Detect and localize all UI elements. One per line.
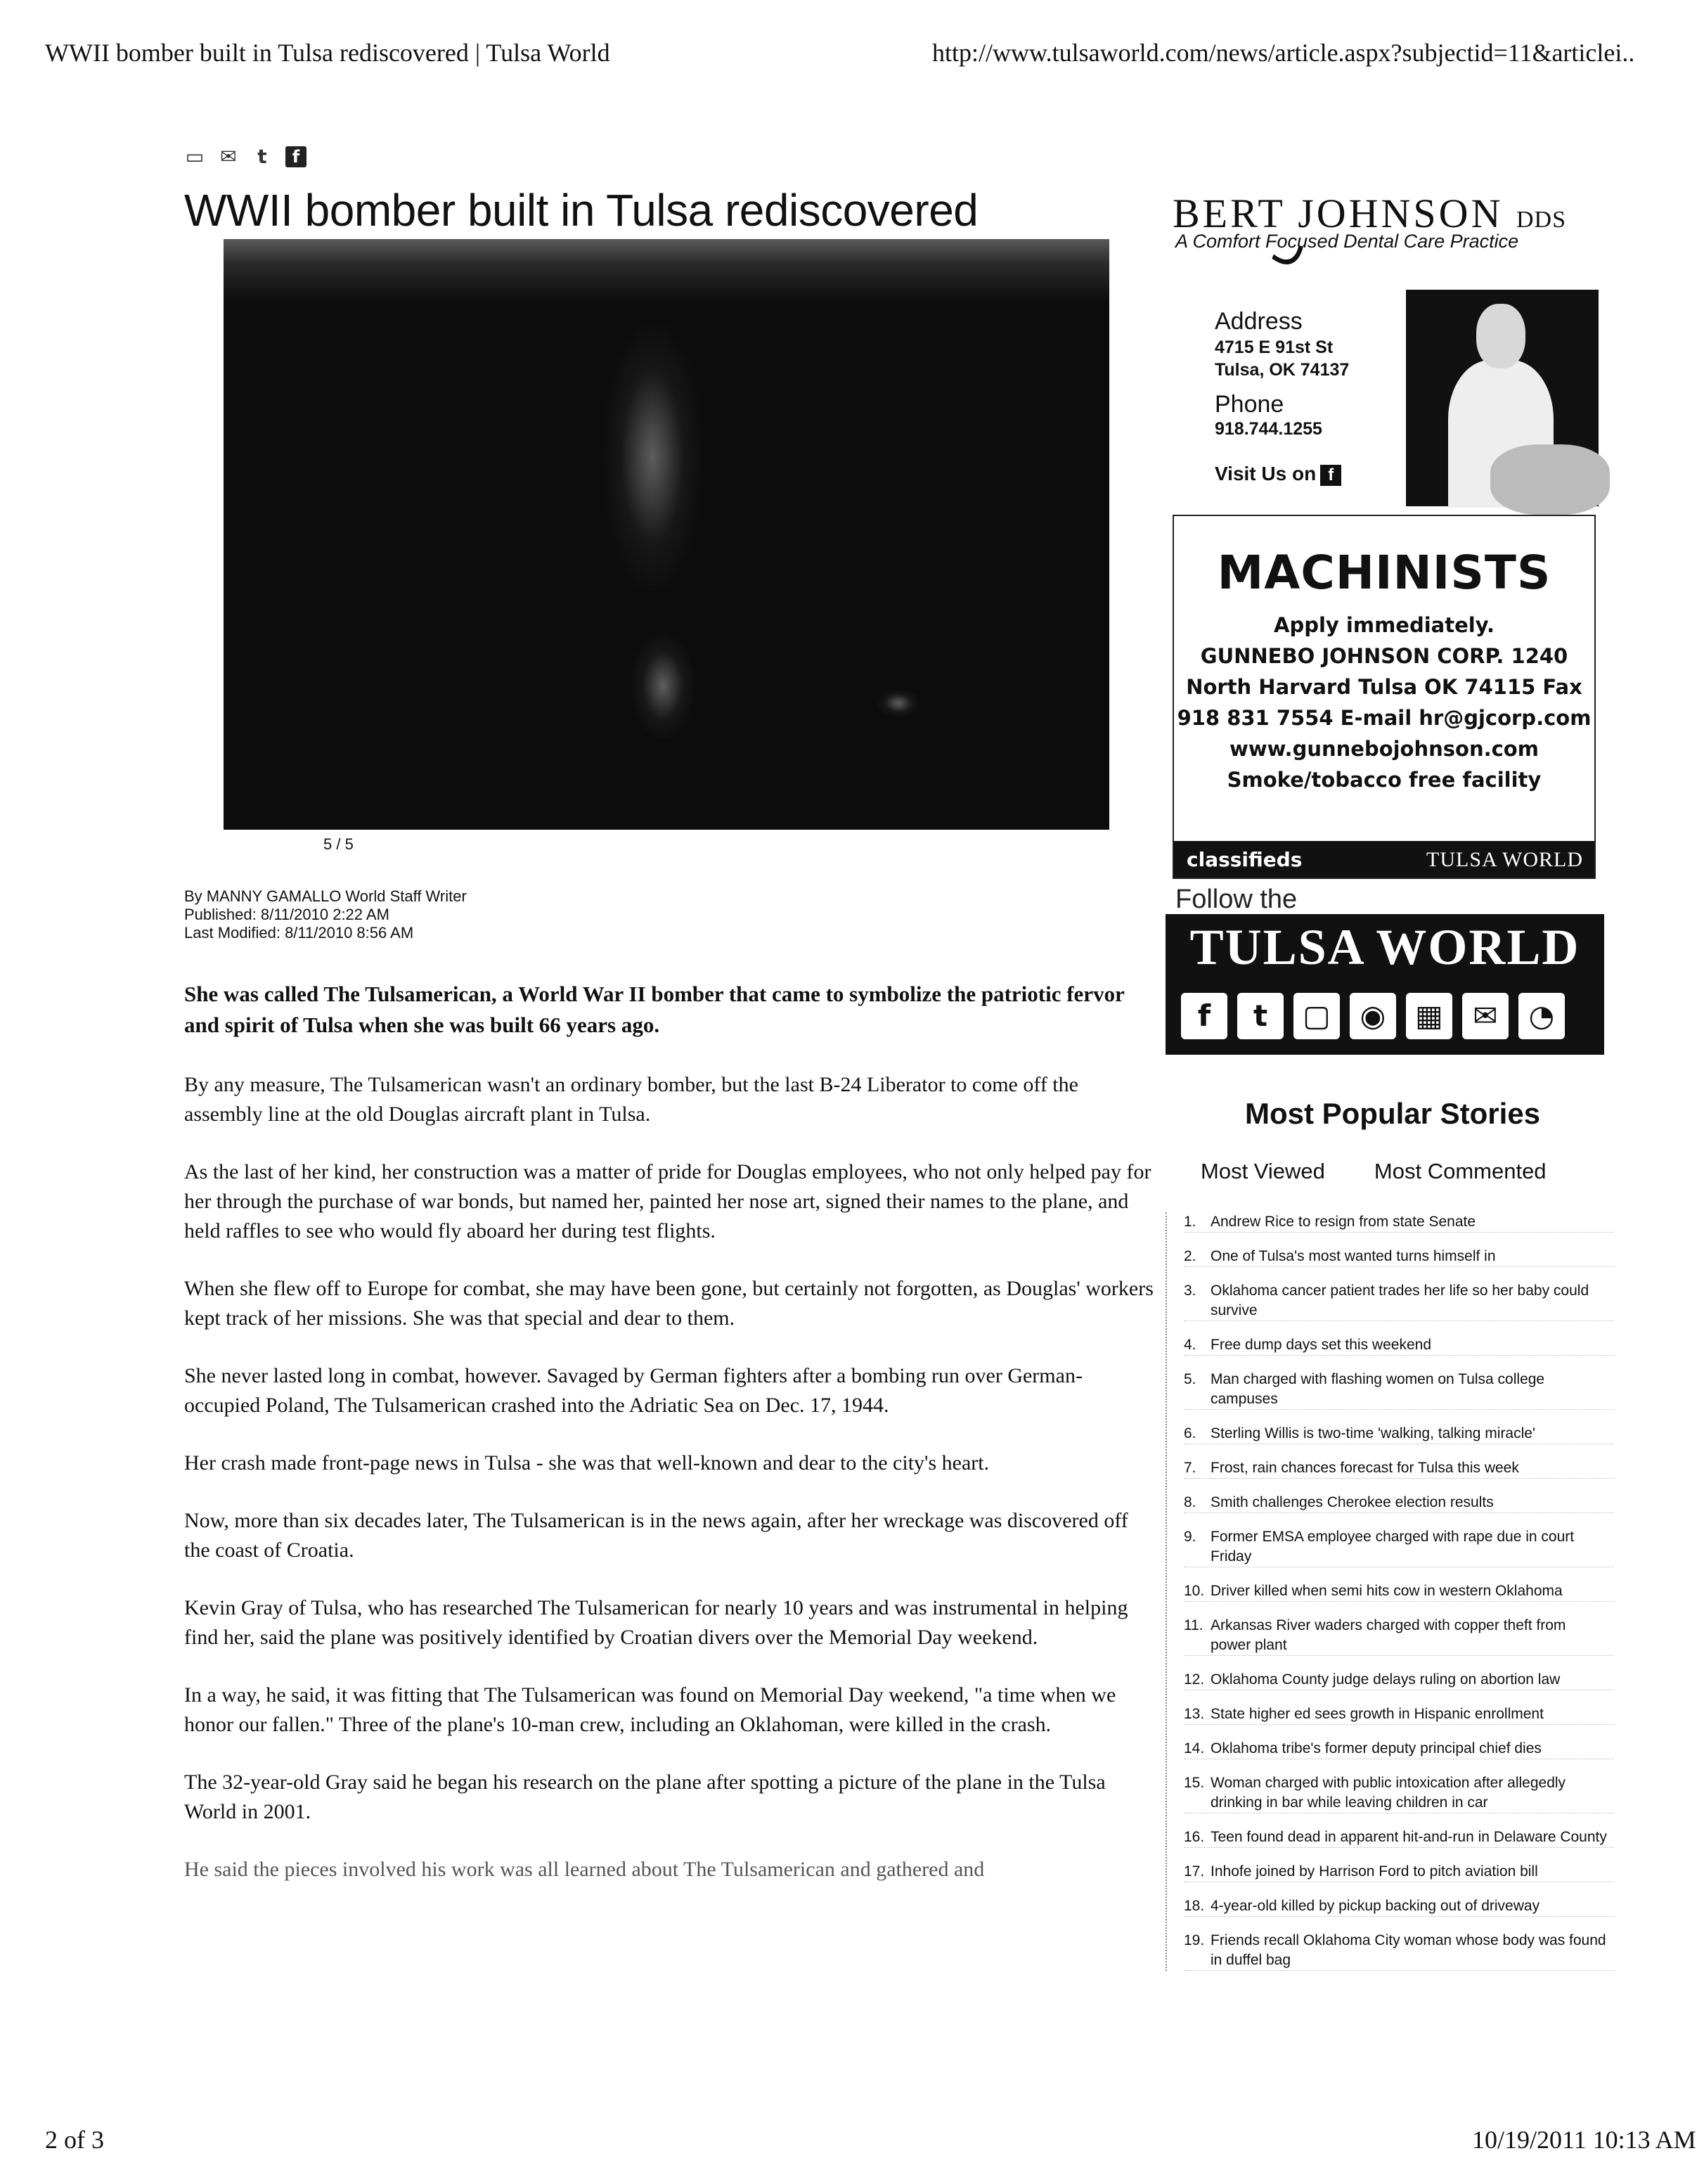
- dentist-photo: [1406, 290, 1599, 506]
- article-paragraph: In a way, he said, it was fitting that The Tulsamerican was found on Memorial Day weekend, "a time when we honor our fallen." Three of the plane's 10-man crew, including an Oklahoman, were killed in the crash.: [184, 1683, 1116, 1736]
- popular-story-link[interactable]: Andrew Rice to resign from state Senate: [1211, 1214, 1476, 1230]
- machinists-line: 918 831 7554 E-mail hr@gjcorp.com: [1177, 706, 1592, 730]
- article-paragraph: The 32-year-old Gray said he began his research on the plane after spotting a picture of the plane in the Tulsa World in 2001.: [184, 1771, 1106, 1823]
- popular-story-link[interactable]: State higher ed sees growth in Hispanic enrollment: [1211, 1706, 1544, 1722]
- popular-story[interactable]: [1184, 1458, 1614, 1479]
- follow-banner: [1166, 914, 1604, 1055]
- popular-story-link[interactable]: Friends recall Oklahoma City woman whose body was found in duffel bag: [1211, 1932, 1606, 1968]
- article-byline-block: [184, 887, 467, 942]
- dentist-address-line2: Tulsa, OK 74137: [1215, 360, 1350, 380]
- popular-story-number: 10.: [1184, 1583, 1205, 1599]
- popular-story-number: 7.: [1184, 1460, 1196, 1476]
- popular-story-number: 6.: [1184, 1425, 1196, 1441]
- twitter-icon[interactable]: t: [257, 145, 267, 168]
- photo-water-surface: [224, 239, 1109, 302]
- dentist-visit-label: Visit Us on: [1215, 463, 1317, 484]
- machinists-line: Apply immediately.: [1274, 613, 1495, 637]
- article-headline: WWII bomber built in Tulsa rediscovered: [184, 185, 979, 236]
- machinists-line: North Harvard Tulsa OK 74115 Fax: [1186, 675, 1582, 699]
- article-photo[interactable]: [224, 239, 1109, 830]
- follow-tulsa-world: [1166, 885, 1604, 1065]
- popular-story[interactable]: [1184, 1773, 1614, 1813]
- machinists-line: GUNNEBO JOHNSON CORP. 1240: [1200, 644, 1568, 668]
- ad-bert-johnson-dds[interactable]: [1173, 148, 1599, 513]
- most-popular-stories: [1157, 1097, 1614, 1985]
- popular-story-link[interactable]: Smith challenges Cherokee election results: [1211, 1494, 1494, 1510]
- popular-story[interactable]: [1184, 1896, 1614, 1917]
- popular-story-link[interactable]: Oklahoma County judge delays ruling on abortion law: [1211, 1671, 1561, 1688]
- popular-story-number: 15.: [1184, 1775, 1205, 1791]
- popular-story[interactable]: [1184, 1493, 1614, 1513]
- tulsa-world-logo: TULSA WORLD: [1426, 848, 1583, 871]
- facebook-icon[interactable]: f: [285, 146, 306, 167]
- article-paragraph: When she flew off to Europe for combat, she may have been gone, but certainly not forgotten, as Douglas' workers kept track of her missions. She was that special and dear to them.: [184, 1277, 1154, 1330]
- popular-story[interactable]: [1184, 1704, 1614, 1725]
- machinists-line: Smoke/tobacco free facility: [1227, 768, 1542, 792]
- photo-wreck-debris: [631, 633, 695, 738]
- tab-most-viewed[interactable]: Most Viewed: [1201, 1159, 1325, 1183]
- popular-story-link[interactable]: Sterling Willis is two-time 'walking, talking miracle': [1211, 1425, 1535, 1441]
- article-paragraph: Her crash made front-page news in Tulsa - she was that well-known and dear to the city's heart.: [184, 1451, 990, 1475]
- popular-story-link[interactable]: Frost, rain chances forecast for Tulsa this week: [1211, 1460, 1519, 1476]
- article-lede: She was called The Tulsamerican, a World War II bomber that came to symbolize the patriotic fervor and spirit of Tulsa when she was built 66 years ago.: [184, 982, 1125, 1037]
- photo-patient: [1490, 444, 1610, 515]
- popular-story[interactable]: [1184, 1212, 1614, 1233]
- machinists-footer: [1174, 841, 1594, 878]
- popular-story[interactable]: [1184, 1828, 1614, 1848]
- popular-story-link[interactable]: Arkansas River waders charged with copper theft from power plant: [1211, 1617, 1566, 1653]
- popular-story-number: 18.: [1184, 1898, 1205, 1914]
- popular-story-number: 5.: [1184, 1371, 1196, 1387]
- popular-story-number: 16.: [1184, 1829, 1205, 1845]
- popular-story-number: 12.: [1184, 1671, 1205, 1688]
- most-popular-list: [1166, 1212, 1614, 1971]
- popular-story-link[interactable]: Former EMSA employee charged with rape due in court Friday: [1211, 1529, 1575, 1565]
- popular-story[interactable]: [1184, 1616, 1614, 1656]
- popular-story[interactable]: [1184, 1281, 1614, 1321]
- article-paragraph: Now, more than six decades later, The Tulsamerican is in the news again, after her wreckage was discovered off the coast of Croatia.: [184, 1509, 1128, 1562]
- machinists-heading: MACHINISTS: [1217, 546, 1551, 600]
- photo-wreck-debris: [877, 689, 919, 717]
- tab-most-commented[interactable]: Most Commented: [1374, 1159, 1547, 1183]
- popular-story[interactable]: [1184, 1581, 1614, 1602]
- article-paragraph: Kevin Gray of Tulsa, who has researched The Tulsamerican for nearly 10 years and was instrumental in helping find her, said the plane was positively identified by Croatian divers over the Memorial Day weekend.: [184, 1596, 1128, 1649]
- popular-story-link[interactable]: Man charged with flashing women on Tulsa college campuses: [1211, 1371, 1545, 1407]
- flickr-icon[interactable]: ◉: [1350, 993, 1396, 1039]
- print-footer: [45, 2125, 1696, 2160]
- dentist-brand-suffix: DDS: [1516, 207, 1566, 233]
- popular-story[interactable]: [1184, 1335, 1614, 1356]
- print-icon[interactable]: ▭: [185, 145, 205, 168]
- facebook-icon[interactable]: f: [1320, 465, 1341, 486]
- popular-story-number: 17.: [1184, 1863, 1205, 1880]
- article-modified: Last Modified: 8/11/2010 8:56 AM: [184, 924, 414, 942]
- social-icons-row: [1181, 993, 1565, 1039]
- machinists-line: www.gunnebojohnson.com: [1229, 737, 1539, 761]
- popular-story-number: 1.: [1184, 1214, 1196, 1230]
- myspace-icon[interactable]: ▢: [1293, 993, 1340, 1039]
- blackberry-icon[interactable]: ▦: [1406, 993, 1452, 1039]
- popular-story-number: 11.: [1184, 1617, 1203, 1633]
- email-icon[interactable]: ✉: [1462, 993, 1509, 1039]
- dentist-brand: [1173, 190, 1566, 237]
- popular-story-link[interactable]: Oklahoma cancer patient trades her life so her baby could survive: [1211, 1283, 1589, 1318]
- print-header: [45, 38, 1687, 73]
- share-toolbar: [184, 146, 306, 167]
- rss-icon[interactable]: ◔: [1518, 993, 1565, 1039]
- popular-story-link[interactable]: 4-year-old killed by pickup backing out of driveway: [1211, 1898, 1540, 1914]
- article-paragraph: She never lasted long in combat, however. Savaged by German fighters after a bombing run over German-occupied Poland, The Tulsamerican crashed into the Adriatic Sea on Dec. 17, 1944.: [184, 1364, 1083, 1417]
- popular-story[interactable]: [1184, 1670, 1614, 1690]
- photo-wreck-debris: [603, 323, 702, 591]
- article-published: Published: 8/11/2010 2:22 AM: [184, 906, 389, 923]
- popular-story-link[interactable]: Free dump days set this weekend: [1211, 1337, 1431, 1353]
- popular-story-link[interactable]: Teen found dead in apparent hit-and-run in Delaware County: [1211, 1829, 1607, 1845]
- article-paragraph: By any measure, The Tulsamerican wasn't an ordinary bomber, but the last B-24 Liberator to come off the assembly line at the old Douglas aircraft plant in Tulsa.: [184, 1073, 1078, 1126]
- follow-tulsa-world-name: TULSA WORLD: [1189, 919, 1580, 975]
- popular-story-number: 13.: [1184, 1706, 1205, 1722]
- facebook-icon[interactable]: f: [1181, 993, 1227, 1039]
- popular-story-link[interactable]: Woman charged with public intoxication after allegedly drinking in bar while leaving children in car: [1211, 1775, 1566, 1811]
- photo-counter: 5 / 5: [323, 835, 354, 853]
- popular-story-link[interactable]: Inhofe joined by Harrison Ford to pitch aviation bill: [1211, 1863, 1538, 1880]
- dentist-address-line1: 4715 E 91st St: [1215, 338, 1334, 357]
- dentist-brand-name: BERT JOHNSON: [1173, 191, 1504, 236]
- popular-story-number: 14.: [1184, 1740, 1205, 1756]
- popular-story[interactable]: [1184, 1370, 1614, 1410]
- popular-story[interactable]: [1184, 1862, 1614, 1882]
- article-cutoff-line: He said the pieces involved his work was all learned about The Tulsamerican and gathered and: [184, 1858, 985, 1881]
- popular-story-number: 3.: [1184, 1283, 1196, 1299]
- twitter-icon[interactable]: t: [1237, 993, 1284, 1039]
- popular-story-number: 2.: [1184, 1248, 1196, 1264]
- popular-story-number: 8.: [1184, 1494, 1196, 1510]
- popular-story[interactable]: [1184, 1931, 1614, 1971]
- follow-the-label: Follow the: [1175, 885, 1298, 914]
- popular-story[interactable]: [1184, 1527, 1614, 1567]
- print-page-url[interactable]: http://www.tulsaworld.com/news/article.aspx?subjectid=11&articlei..: [932, 39, 1635, 67]
- popular-story[interactable]: [1184, 1247, 1614, 1267]
- ad-machinists[interactable]: [1173, 515, 1596, 879]
- popular-story-link[interactable]: Oklahoma tribe's former deputy principal chief dies: [1211, 1740, 1542, 1756]
- popular-story-link[interactable]: Driver killed when semi hits cow in western Oklahoma: [1211, 1583, 1563, 1599]
- article-byline: By MANNY GAMALLO World Staff Writer: [184, 887, 467, 905]
- most-popular-title: Most Popular Stories: [1244, 1097, 1541, 1130]
- classifieds-label: classifieds: [1187, 848, 1303, 871]
- article-paragraph: As the last of her kind, her construction was a matter of pride for Douglas employees, who not only helped pay for her through the purchase of war bonds, but named her, painted her nose art, signed their names to the plane, and held raffles to see who would fly aboard her during test flights.: [184, 1160, 1151, 1242]
- dentist-phone: 918.744.1255: [1215, 419, 1322, 439]
- most-popular-tabs: [1157, 1159, 1614, 1184]
- photo-dentist-face: [1476, 304, 1525, 368]
- popular-story-link[interactable]: One of Tulsa's most wanted turns himself in: [1211, 1248, 1496, 1264]
- dentist-visit-facebook[interactable]: [1215, 463, 1341, 486]
- popular-story[interactable]: [1184, 1424, 1614, 1444]
- dentist-address-label: Address: [1215, 308, 1303, 335]
- popular-story[interactable]: [1184, 1739, 1614, 1759]
- dentist-phone-label: Phone: [1215, 391, 1284, 418]
- popular-story-number: 19.: [1184, 1932, 1205, 1948]
- popular-story-number: 4.: [1184, 1337, 1196, 1353]
- article-body: [184, 1070, 1154, 1881]
- email-icon[interactable]: ✉: [220, 145, 237, 168]
- dentist-tagline: A Comfort Focused Dental Care Practice: [1175, 231, 1519, 252]
- popular-story-number: 9.: [1184, 1529, 1196, 1545]
- print-page-title: WWII bomber built in Tulsa rediscovered | Tulsa World: [45, 39, 610, 67]
- print-page-count: 2 of 3: [45, 2126, 104, 2154]
- print-date: 10/19/2011 10:13 AM: [1472, 2126, 1696, 2154]
